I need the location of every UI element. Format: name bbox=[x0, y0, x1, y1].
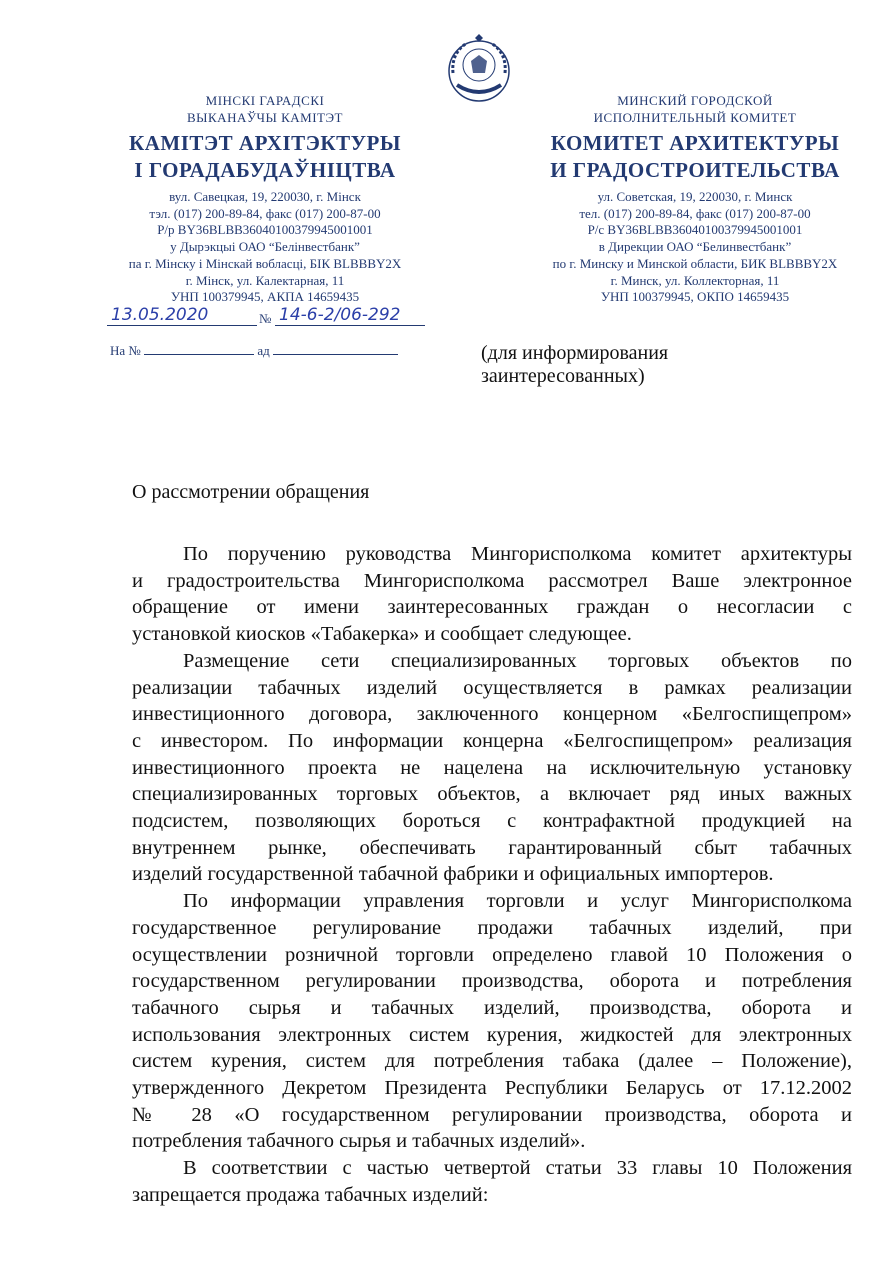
body-line: обращение от имени заинтересованных граждан о несогласии с bbox=[132, 596, 852, 619]
recipient-line: (для информирования bbox=[481, 342, 669, 364]
address-line: тел. (017) 200-89-84, факс (017) 200-87-00 bbox=[579, 205, 811, 221]
paragraph bbox=[132, 648, 852, 888]
paragraph bbox=[132, 541, 852, 648]
letter-body bbox=[132, 541, 852, 1209]
letterhead-russian bbox=[505, 92, 885, 306]
body-line: установкой киосков «Табакерка» и сообщает следующее. bbox=[132, 623, 632, 646]
letter-subject: О рассмотрении обращения bbox=[132, 481, 370, 503]
address-block bbox=[505, 189, 885, 306]
letterhead-belarusian bbox=[90, 92, 440, 306]
address-line: УНП 100379945, ОКПО 14659435 bbox=[600, 289, 790, 305]
committee-title-line2: И ГРАДОСТРОИТЕЛЬСТВА bbox=[550, 158, 840, 182]
address-line: г. Мінск, ул. Калектарная, 11 bbox=[185, 272, 345, 288]
body-line: табачного сырья и табачных изделий, производства, оборота и bbox=[132, 996, 852, 1019]
registration-line bbox=[107, 305, 422, 329]
address-line: в Дирекции ОАО “Белинвестбанк” bbox=[598, 239, 792, 255]
address-line: УНП 100379945, АКПА 14659435 bbox=[170, 289, 360, 305]
committee-title-line1: КОМИТЕТ АРХИТЕКТУРЫ bbox=[550, 131, 840, 155]
ref-number-label: На № bbox=[110, 343, 141, 358]
body-line: По поручению руководства Мингорисполкома комитет архитектуры bbox=[183, 543, 852, 565]
number-label: № bbox=[259, 311, 272, 326]
body-line: подсистем, позволяющих бороться с контрафактной продукцией на bbox=[132, 810, 852, 833]
body-line: специализированных торговых объектов, а включает ряд иных важных bbox=[132, 783, 852, 806]
reference-line bbox=[110, 343, 410, 361]
address-line: у Дырэкцыі ОАО “Белінвестбанк” bbox=[170, 239, 360, 255]
address-line: Р/р BY36BLBB36040100379945001001 bbox=[157, 222, 373, 238]
address-line: тэл. (017) 200-89-84, факс (017) 200-87-00 bbox=[149, 205, 381, 221]
committee-title-line1: КАМІТЭТ АРХІТЭКТУРЫ bbox=[129, 131, 401, 155]
body-line: потребления табачного сырья и табачных изделий». bbox=[132, 1130, 586, 1153]
body-line: и градостроительства Мингорисполкома рассмотрел Ваше электронное bbox=[132, 569, 852, 592]
address-line: г. Минск, ул. Коллекторная, 11 bbox=[610, 272, 780, 288]
body-line: с инвестором. По информации концерна «Белгоспищепром» реализация bbox=[132, 729, 852, 752]
paragraph bbox=[132, 888, 852, 1155]
address-line: па г. Мінску і Мінскай вобласці, БІК BLBBBY2X bbox=[128, 255, 402, 271]
body-line: внутреннем рынке, обеспечивать гарантированный сбыт табачных bbox=[132, 836, 852, 859]
committee-title-line2: І ГОРАДАБУДАЎНІЦТВА bbox=[134, 158, 396, 182]
address-line: по г. Минску и Минской области, БИК BLBBBY2X bbox=[552, 255, 838, 271]
body-line: использования электронных систем курения, жидкостей для электронных bbox=[132, 1023, 852, 1046]
org-name-line2: ИСПОЛНИТЕЛЬНЫЙ КОМИТЕТ bbox=[593, 110, 797, 125]
body-line: государственное регулирование продажи табачных изделий, при bbox=[132, 916, 852, 939]
recipient bbox=[481, 342, 668, 388]
body-line: В соответствии с частью четвертой статьи 33 главы 10 Положения bbox=[183, 1157, 852, 1180]
org-name-line1: МИНСКИЙ ГОРОДСКОЙ bbox=[617, 93, 773, 108]
address-line: вул. Савецкая, 19, 220030, г. Мінск bbox=[169, 189, 361, 204]
body-line: инвестиционного проекта не нацелена на исключительную установку bbox=[132, 756, 852, 779]
address-line: Р/с BY36BLBB36040100379945001001 bbox=[587, 222, 803, 238]
body-line: По информации управления торговли и услуг Мингорисполкома bbox=[183, 890, 852, 913]
paragraph bbox=[132, 1155, 852, 1208]
body-line: государственном регулировании производства, оборота и потребления bbox=[132, 970, 852, 993]
ref-from-label: ад bbox=[257, 343, 270, 358]
body-line: утвержденного Декретом Президента Республики Беларусь от 17.12.2002 bbox=[132, 1077, 852, 1100]
handwritten-date: 13.05.2020 bbox=[111, 305, 209, 325]
body-line: № 28 «О государственном регулировании производства, оборота и bbox=[132, 1103, 852, 1126]
body-line: инвестиционного договора, заключенного концерном «Белгоспищепром» bbox=[132, 703, 852, 726]
body-line: осуществлении розничной торговли определено главой 10 Положения о bbox=[132, 943, 852, 966]
body-line: запрещается продажа табачных изделий: bbox=[132, 1183, 489, 1206]
handwritten-number: 14-6-2/06-292 bbox=[279, 305, 401, 325]
body-line: систем курения, систем для потребления табака (далее – Положение), bbox=[132, 1050, 852, 1073]
body-line: реализации табачных изделий осуществляется в рамках реализации bbox=[132, 676, 852, 699]
address-block bbox=[90, 189, 440, 306]
org-name-line2: ВЫКАНАЎЧЫ КАМІТЭТ bbox=[187, 110, 343, 125]
body-line: изделий государственной табачной фабрики и официальных импортеров. bbox=[132, 863, 774, 886]
body-line: Размещение сети специализированных торговых объектов по bbox=[183, 649, 852, 672]
recipient-line: заинтересованных) bbox=[481, 365, 645, 387]
address-line: ул. Советская, 19, 220030, г. Минск bbox=[597, 189, 793, 204]
org-name-line1: МІНСКІ ГАРАДСКІ bbox=[205, 93, 325, 108]
